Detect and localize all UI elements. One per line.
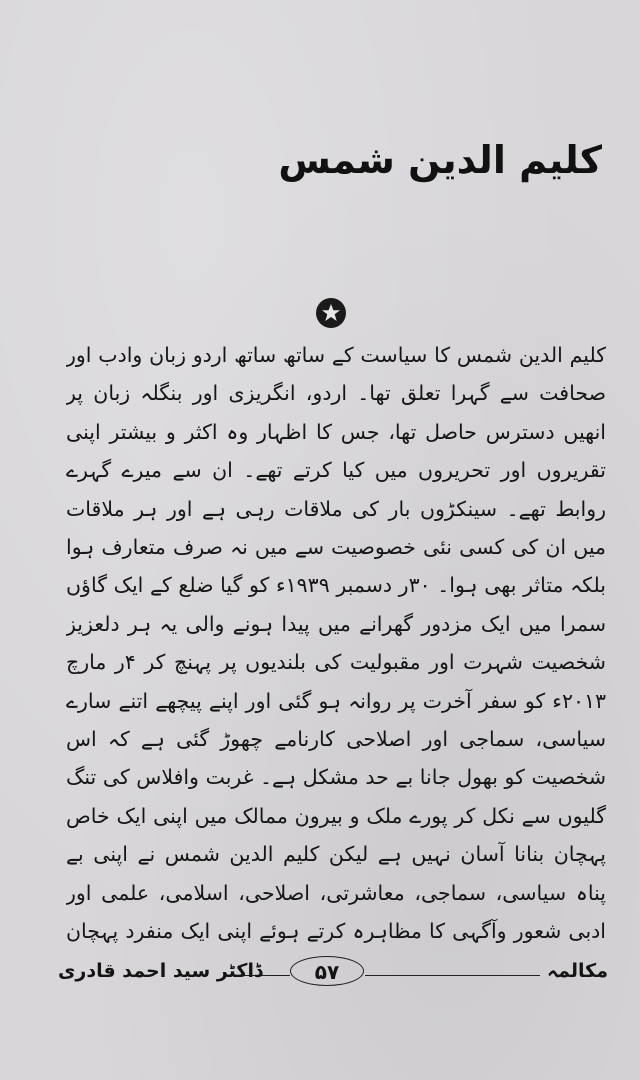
- footer-divider: [365, 975, 540, 976]
- book-title: مکالمہ: [547, 960, 608, 982]
- page-number: ۵۷: [290, 956, 364, 986]
- chapter-title: کلیم الدین شمس: [278, 138, 602, 182]
- page-footer: [48, 956, 608, 992]
- star-icon: [316, 298, 346, 328]
- article-paragraph: کلیم الدین شمس کا سیاست کے ساتھ ساتھ اردو زبان وادب اور صحافت سے گہرا تعلق تھا۔ اردو، انگریزی اور بنگلہ زبان پر انھیں دسترس حاصل تھا، جس کا اظہار وہ اکثر و بیشتر اپنی تقریروں اور تحریروں میں کیا کرتے تھے۔ ان سے میرے گہرے روابط تھے۔ سینکڑوں بار کی ملاقات رہی ہے اور ہر ملاقات میں ان کی کسی نئی خصوصیت سے میں نہ صرف متعارف ہوا بلکہ متاثر بھی ہوا۔ ۳۰ر دسمبر ۱۹۳۹ء کو گیا ضلع کے ایک گاؤں سمرا میں ایک مزدور گھرانے میں پیدا ہونے والی یہ ہر دلعزیز شخصیت شہرت اور مقبولیت کی بلندیوں پر پہنچ کر ۴ر مارچ ۲۰۱۳ء کو سفر آخرت پر روانہ ہو گئی اور اپنے پیچھے اتنے سارے سیاسی، سماجی اور اصلاحی کارنامے چھوڑ گئی ہے کہ اس شخصیت کو بھول جانا بے حد مشکل ہے۔ غربت وافلاس کی تنگ گلیوں سے نکل کر پورے ملک و بیرون ممالک میں اپنی ایک خاص پہچان بنانا آسان نہیں ہے لیکن کلیم الدین شمس نے اپنی بے پناہ سیاسی، سماجی، معاشرتی، اصلاحی، اسلامی، علمی اور ادبی شعور وآگہی کا مظاہرہ کرتے ہوئے اپنی ایک منفرد پہچان: [66, 343, 606, 944]
- author-name: ڈاکٹر سید احمد قادری: [58, 960, 263, 982]
